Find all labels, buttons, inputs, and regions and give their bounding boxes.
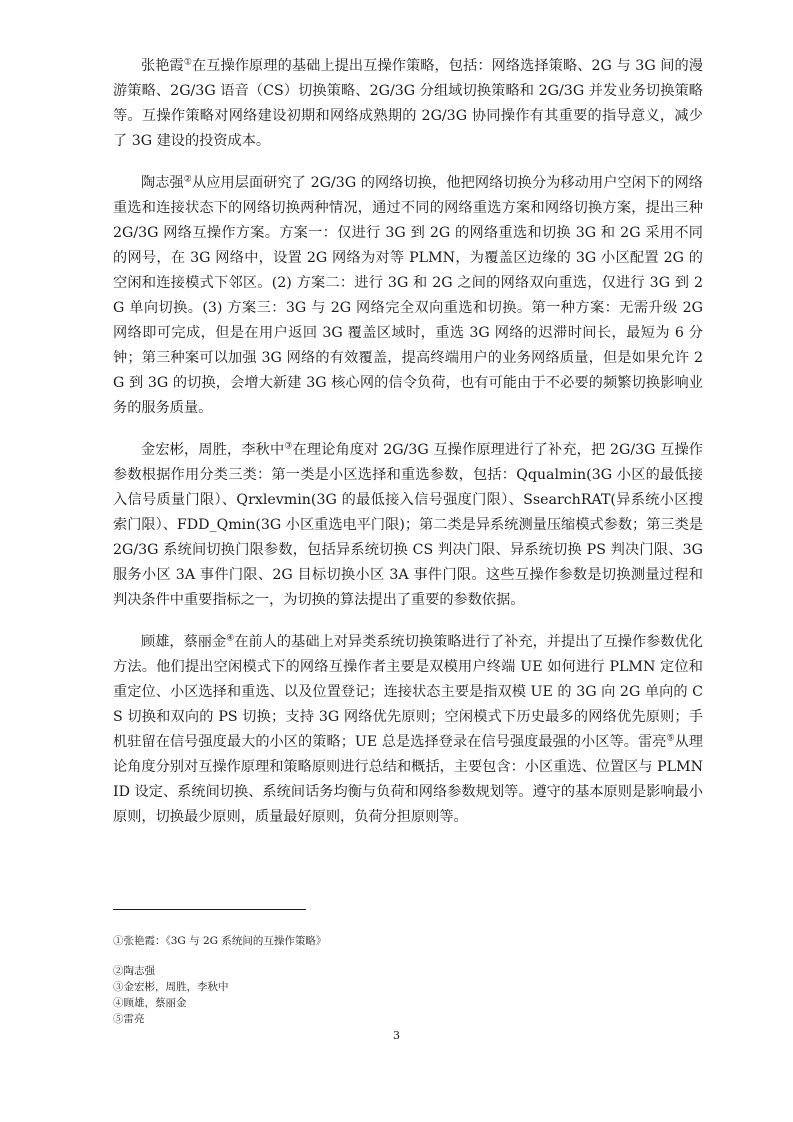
footnote-mark: ①	[113, 935, 124, 947]
footnote-3	[113, 979, 703, 995]
author-name: 陶志强	[141, 175, 184, 191]
footnote-text: 雷亮	[123, 1013, 145, 1025]
footnote-2	[113, 963, 703, 979]
footnote-mark: ③	[113, 981, 124, 993]
footnote-ref[interactable]: ②	[183, 174, 192, 185]
paragraph-3	[113, 438, 703, 613]
footnotes	[113, 933, 703, 1027]
paragraph-4	[113, 630, 703, 830]
page-number: 3	[393, 1029, 400, 1042]
author-name: 张艳霞	[141, 58, 184, 74]
paragraph-text: 在理论角度对 2G/3G 互操作原理进行了补充，把 2G/3G 互操作参数根据作用分类三类：第一类是小区选择和重选参数，包括：Qqualmin(3G 小区的最低接入信号质量门限）、Qrxlevmin(3G 的最低接入信号强度门限）、SsearchRAT(异系统小区搜索门限）、FDD_Qmin(3G 小区重选电平门限)；第二类是异系统测量压缩模式参数；第三类是 2G/3G 系统间切换门限参数，包括异系统切换 CS 判决门限、异系统切换 PS 判决门限、3G 服务小区 3A 事件门限、2G 目标切换小区 3A 事件门限。这些互操作参数是切换测量过程和判决条件中重要指标之一，为切换的算法提出了重要的参数依据。	[113, 442, 703, 608]
footnote-4	[113, 995, 703, 1011]
paragraph-text: 从理论角度分别对互操作原理和策略原则进行总结和概括，主要包含：小区重选、位置区与 PLMN ID 设定、系统间切换、系统间话务均衡与负荷和网络参数规划等。遵守的基本原则是影响最小原则，切换最少原则，质量最好原则，负荷分担原则等。	[113, 734, 703, 825]
paragraph-text: 从应用层面研究了 2G/3G 的网络切换，他把网络切换分为移动用户空闲下的网络重选和连接状态下的网络切换两种情况，通过不同的网络重选方案和网络切换方案，提出三种 2G/3G 网络互操作方案。方案一：仅进行 3G 到 2G 的网络重选和切换 3G 和 2G 采用不同的网号，在 3G 网络中，设置 2G 网络为对等 PLMN，为覆盖区边缘的 3G 小区配置 2G 的空闲和连接模式下邻区。(2) 方案二：进行 3G 和 2G 之间的网络双向重选，仅进行 3G 到 2G 单向切换。(3) 方案三：3G 与 2G 网络完全双向重选和切换。第一种方案：无需升级 2G 网络即可完成，但是在用户返回 3G 覆盖区域时，重选 3G 网络的迟滞时间长，最短为 6 分钟；第三种案可以加强 3G 网络的有效覆盖，提高终端用户的业务网络质量，但是如果允许 2G 到 3G 的切换，会增大新建 3G 核心网的信令负荷，也有可能由于不必要的频繁切换影响业务的服务质量。	[113, 175, 703, 416]
footnote-text: 金宏彬，周胜，李秋中	[123, 981, 229, 993]
footnote-text: 张艳霞：《3G 与 2G 系统间的互操作策略》	[123, 935, 327, 947]
footnote-ref[interactable]: ①	[183, 57, 192, 68]
footnote-ref[interactable]: ⑤	[666, 733, 675, 744]
footnote-5	[113, 1011, 703, 1027]
author-name: 顾雄，蔡丽金	[141, 634, 227, 650]
footnote-mark: ⑤	[113, 1013, 124, 1025]
paragraph-2	[113, 171, 703, 421]
paragraph-text: 在互操作原理的基础上提出互操作策略，包括：网络选择策略、2G 与 3G 间的漫游策略、2G/3G 语音（CS）切换策略、2G/3G 分组域切换策略和 2G/3G 并发业务切换策略等。互操作策略对网络建设初期和网络成熟期的 2G/3G 协同操作有其重要的指导意义，减少了 3G 建设的投资成本。	[113, 58, 703, 149]
paragraph-1	[113, 54, 703, 154]
footnote-separator	[113, 909, 306, 910]
footnote-ref[interactable]: ④	[226, 633, 235, 644]
footnote-mark: ②	[113, 965, 124, 977]
footnote-mark: ④	[113, 997, 124, 1009]
footnote-text: 陶志强	[123, 965, 155, 977]
footnote-ref[interactable]: ③	[284, 441, 293, 452]
footnote-1	[113, 933, 703, 949]
footnote-text: 顾雄，蔡丽金	[123, 997, 187, 1009]
body-text	[113, 54, 703, 847]
author-name: 雷亮	[637, 734, 667, 750]
author-name: 金宏彬，周胜，李秋中	[141, 442, 285, 458]
paragraph-text: 在前人的基础上对异类系统切换策略进行了补充，并提出了互操作参数优化方法。他们提出空闲模式下的网络互操作者主要是双模用户终端 UE 如何进行 PLMN 定位和重定位、小区选择和重选、以及位置登记；连接状态主要是指双模 UE 的 3G 向 2G 单向的 CS 切换和双向的 PS 切换；支持 3G 网络优先原则；空闲模式下历史最多的网络优先原则；手机驻留在信号强度最大的小区的策略；UE 总是选择登录在信号强度最强的小区等。	[113, 634, 703, 750]
